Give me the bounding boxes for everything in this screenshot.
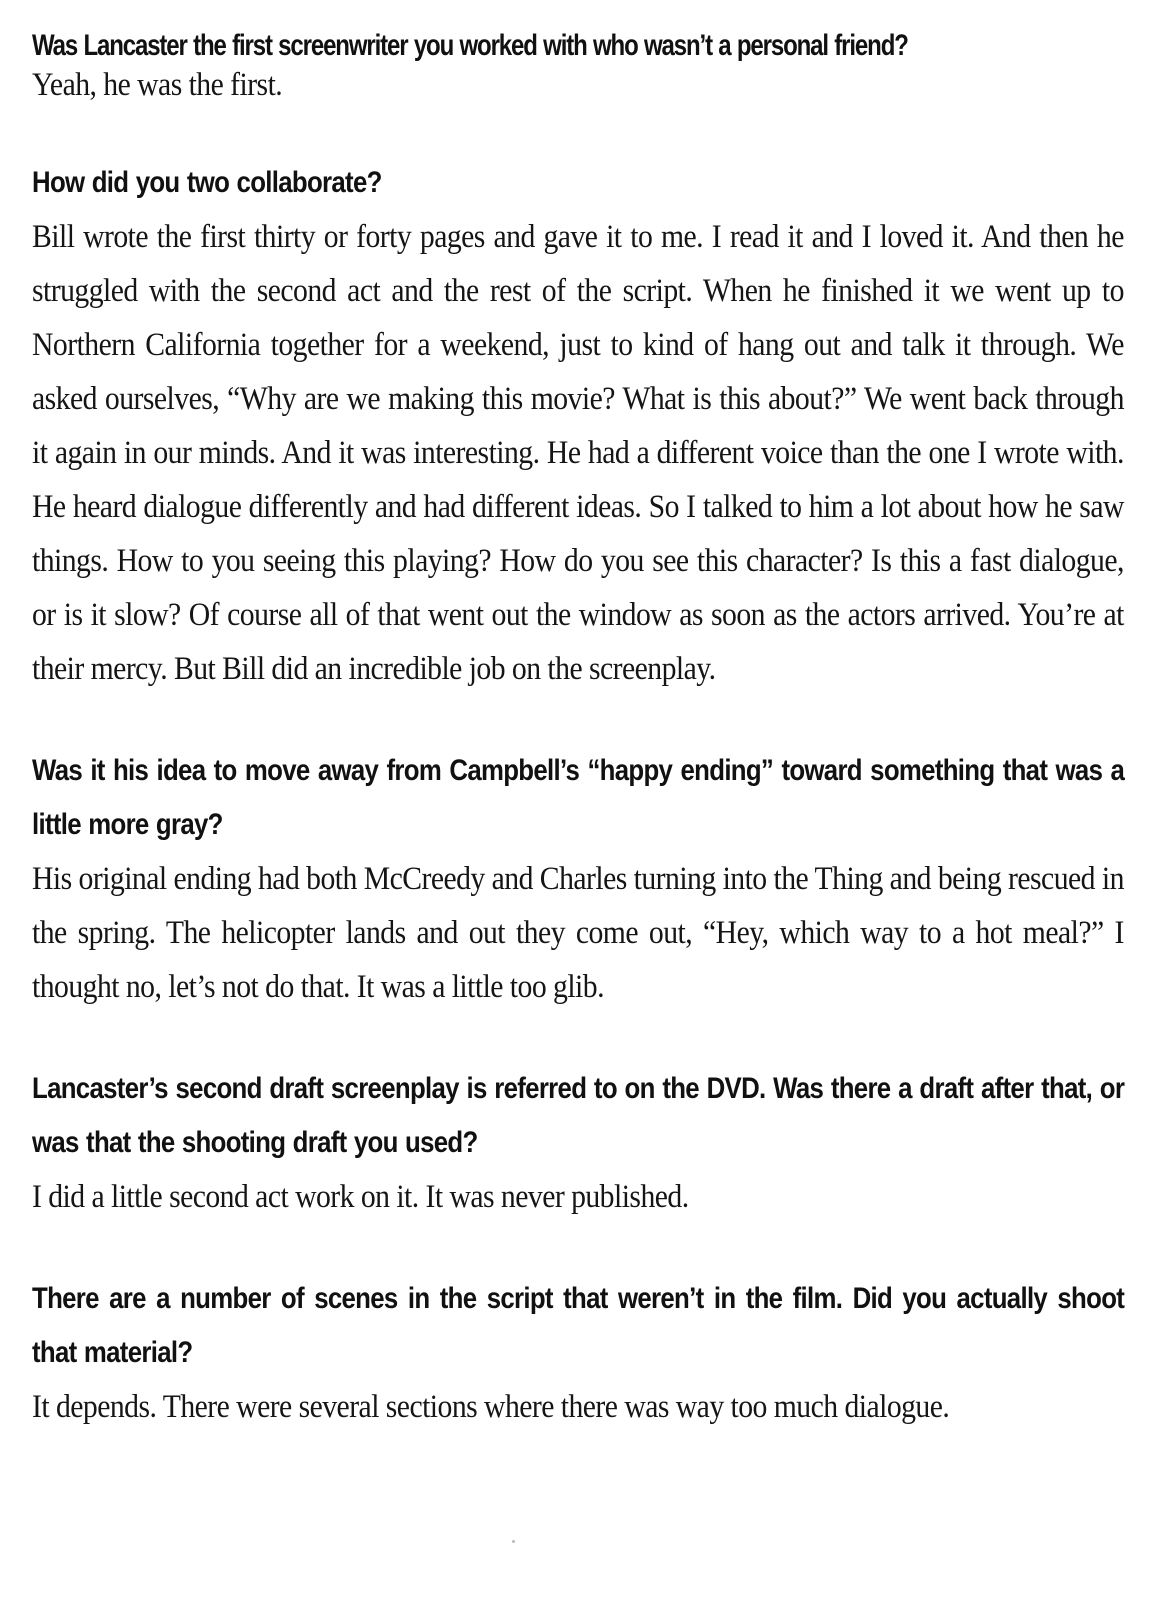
question-1: Was Lancaster the first screenwriter you worked with who wasn’t a personal friend? bbox=[32, 29, 908, 62]
answer-2: Bill wrote the first thirty or forty pages and gave it to me. I read it and I loved it. And then he struggled with the second act and the rest of the script. When he finished it we went up to Northern California together for a weekend, just to kind of hang out and talk it through. We asked ourselves, “Why are we making this movie? What is this about?” We went back through it again in our minds. And it was interesting. He had a different voice than the one I wrote with. He heard dialogue differently and had different ideas. So I talked to him a lot about how he saw things. How to you seeing this playing? How do you see this character? Is this a fast dialogue, or is it slow? Of course all of that went out the window as soon as the actors arrived. You’re at their mercy. But Bill did an incredible job on the screenplay. bbox=[32, 219, 1124, 687]
answer-1: Yeah, he was the first. bbox=[32, 67, 283, 103]
answer-4: I did a little second act work on it. It was never published. bbox=[32, 1179, 689, 1215]
interview-page bbox=[32, 30, 1124, 1482]
qa-block-2 bbox=[32, 156, 1124, 696]
question-4: Lancaster’s second draft screenplay is referred to on the DVD. Was there a draft after that, or was that the shooting draft you used? bbox=[32, 1072, 1125, 1159]
question-2: How did you two collaborate? bbox=[32, 166, 382, 199]
qa-block-3 bbox=[32, 744, 1124, 1014]
answer-5: It depends. There were several sections where there was way too much dialogue. bbox=[32, 1389, 950, 1425]
question-3: Was it his idea to move away from Campbell’s “happy ending” toward something that was a little more gray? bbox=[32, 754, 1125, 841]
qa-block-5 bbox=[32, 1272, 1124, 1434]
qa-block-1 bbox=[32, 30, 1124, 108]
qa-block-4 bbox=[32, 1062, 1124, 1224]
scan-speck bbox=[512, 1540, 515, 1543]
question-5: There are a number of scenes in the script that weren’t in the film. Did you actually shoot that material? bbox=[32, 1282, 1125, 1369]
answer-3: His original ending had both McCreedy and Charles turning into the Thing and being rescued in the spring. The helicopter lands and out they come out, “Hey, which way to a hot meal?” I thought no, let’s not do that. It was a little too glib. bbox=[32, 861, 1124, 1005]
